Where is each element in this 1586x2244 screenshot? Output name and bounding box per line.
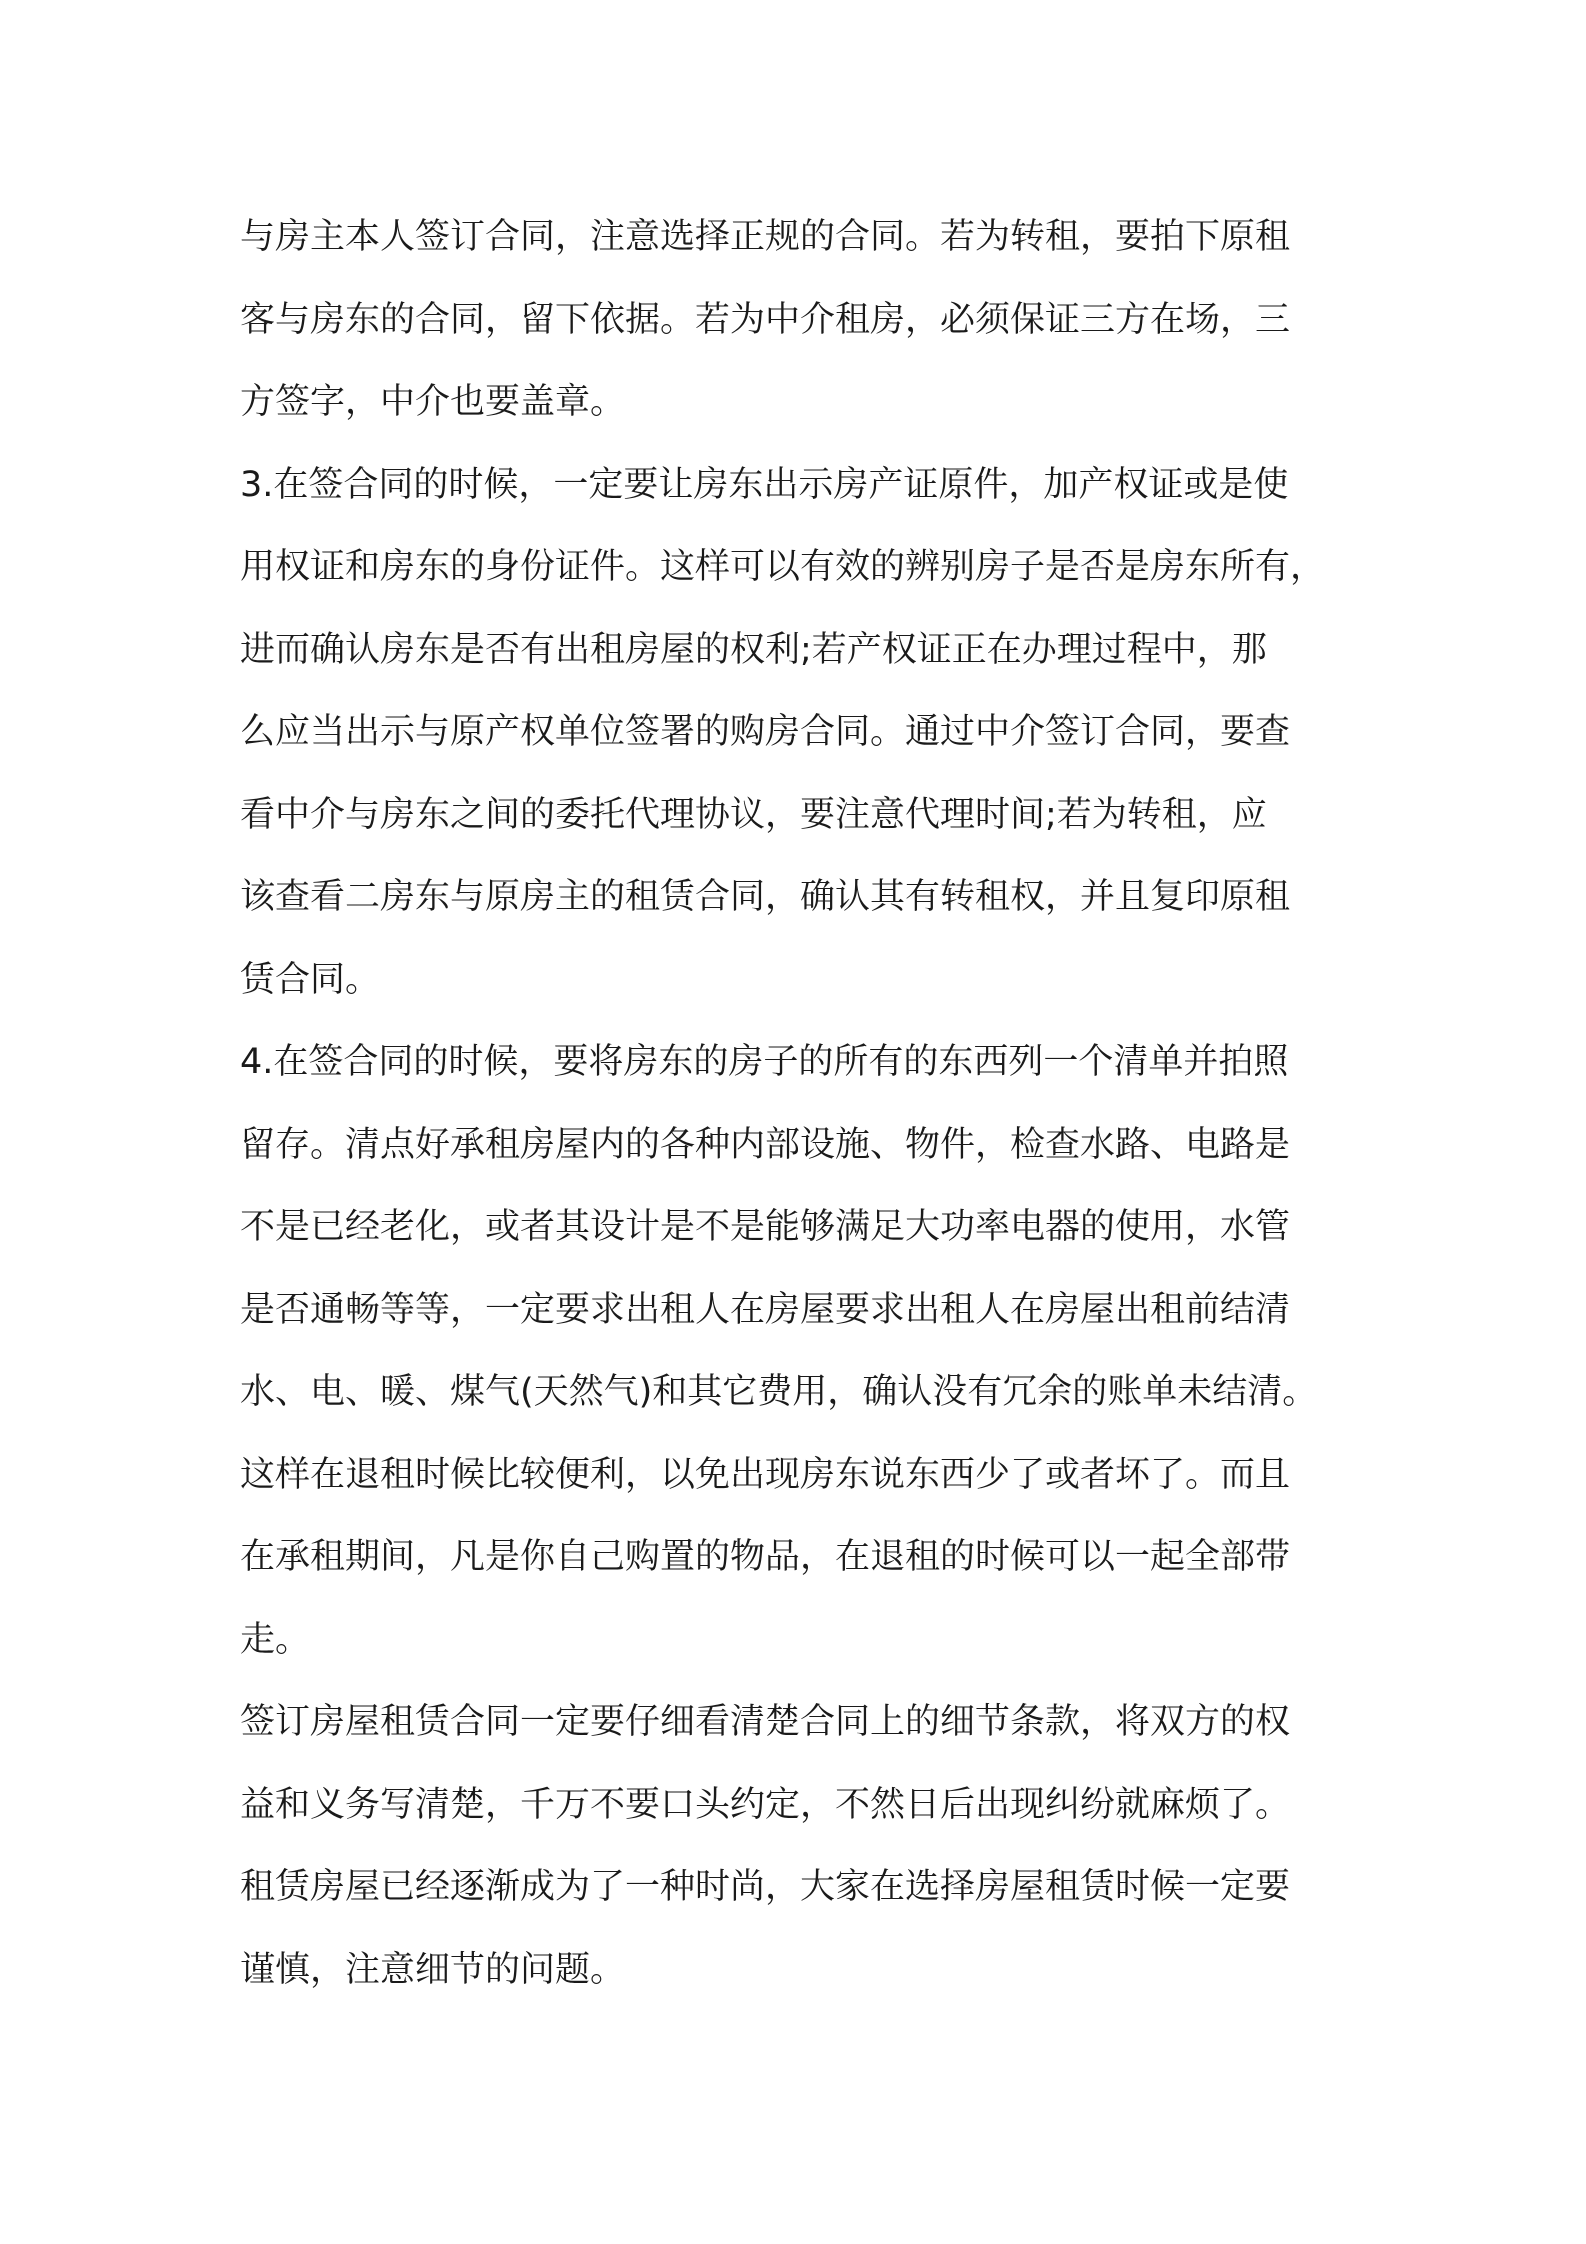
text-line: 用权证和房东的身份证件。这样可以有效的辨别房子是否是房东所有， (240, 547, 1326, 587)
text-line: 么应当出示与原产权单位签署的购房合同。通过中介签订合同，要查 (240, 712, 1291, 752)
text-line: 该查看二房东与原房主的租赁合同，确认其有转租权，并且复印原租 (240, 877, 1291, 917)
text-line: 3.在签合同的时候，一定要让房东出示房产证原件，加产权证或是使 (240, 464, 1289, 505)
text-line: 与房主本人签订合同，注意选择正规的合同。若为转租，要拍下原租 (240, 217, 1291, 257)
text-line: 谨慎，注意细节的问题。 (240, 1949, 626, 1990)
text-line: 益和义务写清楚，千万不要口头约定，不然日后出现纠纷就麻烦了。 (240, 1784, 1291, 1825)
text-line: 走。 (240, 1619, 311, 1660)
text-line: 留存。清点好承租房屋内的各种内部设施、物件，检查水路、电路是 (240, 1124, 1291, 1165)
text-line: 赁合同。 (240, 959, 381, 1000)
text-line: 看中介与房东之间的委托代理协议，要注意代理时间;若为转租，应 (240, 794, 1267, 835)
text-line: 在承租期间，凡是你自己购置的物品，在退租的时候可以一起全部带 (240, 1537, 1291, 1577)
text-line: 进而确认房东是否有出租房屋的权利;若产权证正在办理过程中，那 (240, 629, 1267, 670)
text-line: 是否通畅等等，一定要求出租人在房屋要求出租人在房屋出租前结清 (240, 1289, 1291, 1330)
text-line: 水、电、暖、煤气(天然气)和其它费用，确认没有冗余的账单未结清。 (240, 1372, 1318, 1412)
text-line: 不是已经老化，或者其设计是不是能够满足大功率电器的使用，水管 (240, 1207, 1291, 1247)
text-line: 签订房屋租赁合同一定要仔细看清楚合同上的细节条款，将双方的权 (240, 1702, 1291, 1742)
text-line: 方签字，中介也要盖章。 (240, 382, 626, 422)
text-line: 这样在退租时候比较便利，以免出现房东说东西少了或者坏了。而且 (240, 1454, 1291, 1495)
body-text (240, 196, 1370, 2011)
text-line: 客与房东的合同，留下依据。若为中介租房，必须保证三方在场，三 (240, 299, 1291, 340)
text-line: 租赁房屋已经逐渐成为了一种时尚，大家在选择房屋租赁时候一定要 (240, 1867, 1291, 1907)
text-line: 4.在签合同的时候，要将房东的房子的所有的东西列一个清单并拍照 (240, 1042, 1289, 1082)
